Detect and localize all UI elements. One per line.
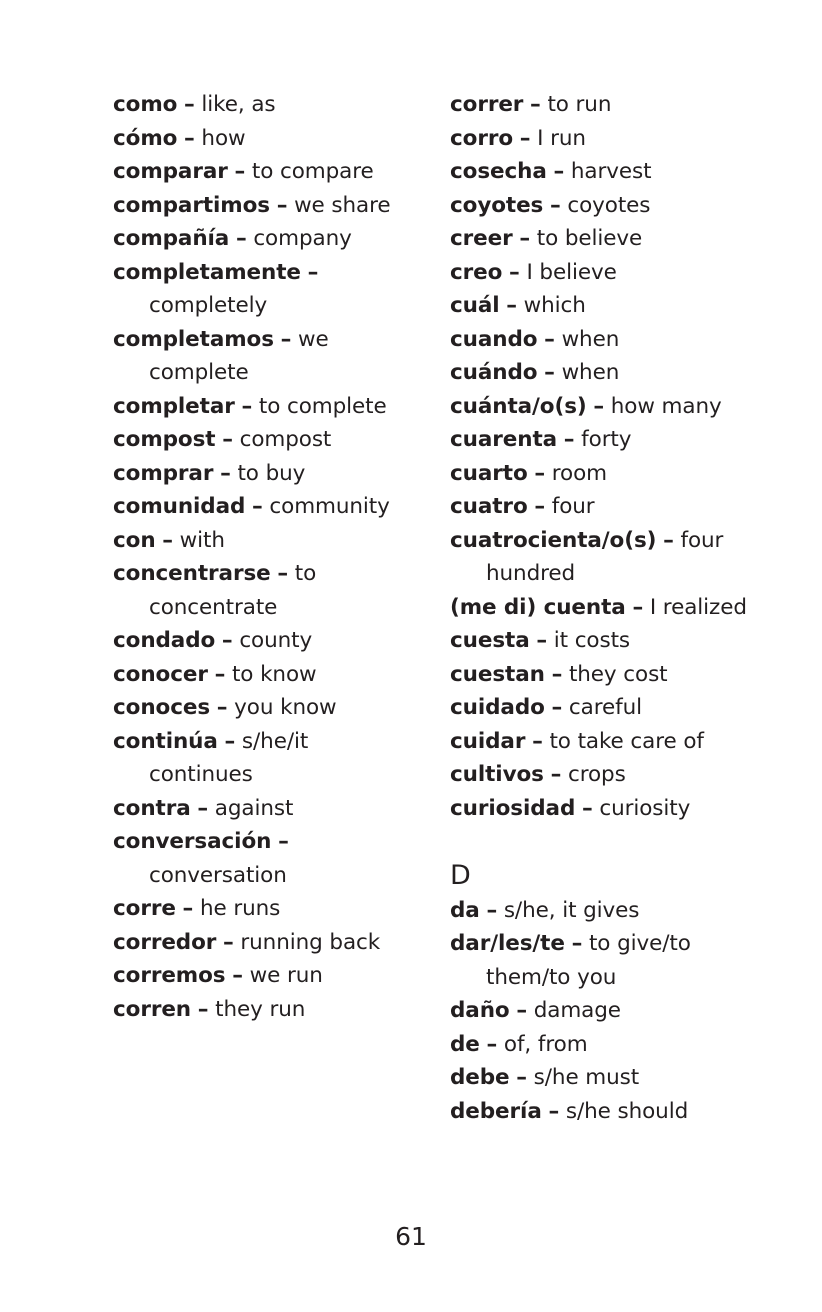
glossary-entry bbox=[450, 88, 750, 122]
entry-definition: to buy bbox=[237, 460, 306, 486]
entry-dash: – bbox=[536, 628, 548, 653]
entry-term: creer bbox=[450, 226, 513, 251]
glossary-entry bbox=[450, 390, 750, 424]
entry-definition: which bbox=[523, 293, 586, 318]
entry-dash: – bbox=[571, 931, 583, 956]
entry-term: corre bbox=[113, 896, 176, 921]
glossary-entry bbox=[450, 758, 750, 792]
glossary-entry bbox=[113, 993, 413, 1027]
glossary-column-left bbox=[113, 88, 413, 1128]
entry-dash: – bbox=[534, 494, 546, 519]
entry-term: cosecha bbox=[450, 159, 547, 184]
entry-term: cuarto bbox=[450, 460, 528, 486]
entry-definition: compost bbox=[239, 427, 332, 452]
glossary-entry bbox=[450, 927, 750, 994]
glossary-entry bbox=[113, 88, 413, 122]
glossary-entry bbox=[113, 725, 413, 792]
glossary-entry bbox=[450, 256, 750, 290]
entry-term: cuidado bbox=[450, 695, 545, 720]
entry-dash: – bbox=[519, 125, 531, 151]
entry-definition: to run bbox=[547, 92, 612, 117]
glossary-entry bbox=[450, 423, 750, 457]
entry-definition: I run bbox=[537, 125, 586, 151]
entry-dash: – bbox=[548, 1098, 560, 1124]
glossary-entry bbox=[450, 222, 750, 256]
entry-term: como bbox=[113, 92, 178, 117]
entry-term: corren bbox=[113, 996, 192, 1022]
entry-dash: – bbox=[632, 594, 644, 620]
entry-dash: – bbox=[516, 998, 527, 1023]
entry-definition: county bbox=[239, 628, 313, 653]
glossary-entry bbox=[113, 457, 413, 491]
entry-dash: – bbox=[223, 929, 234, 955]
entry-term: cuatrocienta/o(s) bbox=[450, 527, 657, 553]
glossary-columns bbox=[113, 88, 753, 1128]
entry-definition: when bbox=[561, 326, 620, 352]
entry-dash: – bbox=[581, 795, 593, 821]
entry-definition: he runs bbox=[199, 896, 281, 921]
entry-term: condado bbox=[113, 628, 216, 653]
entry-definition: of, from bbox=[503, 1031, 588, 1057]
entry-term: completamos bbox=[113, 326, 274, 352]
entry-definition: forty bbox=[581, 427, 632, 452]
glossary-entry bbox=[113, 524, 413, 558]
entry-dash: – bbox=[519, 226, 531, 251]
entry-definition: s/he/it continues bbox=[149, 728, 309, 787]
entry-definition: crops bbox=[567, 762, 626, 787]
glossary-entry bbox=[450, 1095, 750, 1129]
entry-dash: – bbox=[486, 897, 498, 923]
entry-term: conocer bbox=[113, 661, 208, 687]
glossary-entry bbox=[450, 792, 750, 826]
entry-definition: I realized bbox=[649, 594, 747, 620]
entry-term: cuesta bbox=[450, 628, 530, 653]
glossary-entry bbox=[450, 591, 750, 625]
glossary-entry bbox=[113, 825, 413, 892]
entry-term: coyotes bbox=[450, 192, 544, 218]
entry-dash: – bbox=[224, 728, 236, 754]
entry-term: conoces bbox=[113, 695, 211, 720]
entry-dash: – bbox=[280, 326, 292, 352]
entry-dash: – bbox=[663, 527, 674, 553]
entry-definition: like, as bbox=[201, 92, 276, 117]
entry-dash: – bbox=[544, 326, 555, 352]
entry-definition: four hundred bbox=[486, 527, 724, 586]
entry-definition: completely bbox=[149, 293, 268, 318]
entry-definition: s/he, it gives bbox=[503, 897, 640, 923]
entry-definition: community bbox=[269, 494, 390, 519]
entry-dash: – bbox=[197, 795, 209, 821]
entry-dash: – bbox=[516, 1065, 527, 1090]
entry-term: de bbox=[450, 1031, 480, 1057]
glossary-entry bbox=[450, 356, 750, 390]
glossary-entry bbox=[450, 289, 750, 323]
entry-term: cuál bbox=[450, 293, 500, 318]
entry-dash: – bbox=[563, 427, 575, 452]
glossary-entry bbox=[113, 792, 413, 826]
entry-definition: how bbox=[201, 125, 246, 151]
entry-term: conversación bbox=[113, 829, 272, 854]
entry-definition: to know bbox=[231, 661, 317, 687]
entry-dash: – bbox=[506, 293, 517, 318]
glossary-entry bbox=[113, 926, 413, 960]
glossary-entry bbox=[113, 256, 413, 323]
entry-definition: careful bbox=[568, 695, 642, 720]
entry-dash: – bbox=[553, 159, 565, 184]
entry-definition: you know bbox=[234, 695, 337, 720]
glossary-entry bbox=[113, 959, 413, 993]
section-letter-heading: D bbox=[450, 860, 471, 891]
entry-dash: – bbox=[182, 896, 194, 921]
entry-term: comparar bbox=[113, 159, 228, 184]
glossary-entry bbox=[113, 624, 413, 658]
glossary-entry bbox=[450, 323, 750, 357]
glossary-entry bbox=[450, 994, 750, 1028]
entry-dash: – bbox=[277, 561, 289, 586]
entry-term: corremos bbox=[113, 963, 226, 988]
entry-definition: room bbox=[551, 460, 607, 486]
entry-definition: we complete bbox=[149, 326, 329, 385]
entry-definition: s/he must bbox=[533, 1065, 640, 1090]
glossary-entry bbox=[450, 624, 750, 658]
entry-term: con bbox=[113, 527, 156, 553]
glossary-entry bbox=[450, 490, 750, 524]
entry-dash: – bbox=[551, 661, 563, 687]
entry-definition: they cost bbox=[568, 661, 668, 687]
entry-definition: how many bbox=[610, 393, 722, 419]
entry-term: cultivos bbox=[450, 762, 544, 787]
entry-dash: – bbox=[593, 393, 605, 419]
entry-term: da bbox=[450, 897, 480, 923]
glossary-entry bbox=[113, 658, 413, 692]
entry-definition: damage bbox=[533, 998, 621, 1023]
entry-term: cuatro bbox=[450, 494, 528, 519]
entry-term: cuarenta bbox=[450, 427, 558, 452]
entry-term: dar/les/te bbox=[450, 931, 565, 956]
entry-dash: – bbox=[241, 393, 253, 419]
glossary-entry bbox=[113, 691, 413, 725]
glossary-entry bbox=[113, 189, 413, 223]
entry-term: completamente bbox=[113, 259, 301, 285]
entry-dash: – bbox=[214, 661, 226, 687]
entry-definition: to complete bbox=[258, 393, 387, 419]
entry-term: cuando bbox=[450, 326, 538, 352]
entry-definition: we share bbox=[294, 192, 391, 218]
entry-definition: to believe bbox=[536, 226, 643, 251]
entry-term: comunidad bbox=[113, 494, 246, 519]
entry-definition: harvest bbox=[570, 159, 652, 184]
glossary-column-right bbox=[450, 88, 750, 1128]
entry-dash: – bbox=[509, 259, 520, 285]
entry-definition: we run bbox=[249, 963, 323, 988]
glossary-entry bbox=[450, 189, 750, 223]
entry-term: correr bbox=[450, 92, 524, 117]
entry-term: comprar bbox=[113, 460, 214, 486]
entry-term: concentrarse bbox=[113, 561, 271, 586]
entry-term: curiosidad bbox=[450, 795, 576, 821]
glossary-entry bbox=[113, 222, 413, 256]
entry-definition: with bbox=[179, 527, 225, 553]
glossary-entry bbox=[113, 490, 413, 524]
entry-definition: to compare bbox=[251, 159, 374, 184]
entry-term: daño bbox=[450, 998, 510, 1023]
entry-term: corredor bbox=[113, 929, 217, 955]
entry-dash: – bbox=[551, 695, 563, 720]
entry-term: debe bbox=[450, 1065, 510, 1090]
entry-term: (me di) cuenta bbox=[450, 594, 626, 620]
entry-definition: to concentrate bbox=[149, 561, 317, 620]
entry-definition: curiosity bbox=[599, 795, 691, 821]
glossary-entry bbox=[450, 155, 750, 189]
glossary-entry bbox=[113, 323, 413, 390]
entry-dash: – bbox=[276, 192, 288, 218]
glossary-entry bbox=[450, 658, 750, 692]
entry-dash: – bbox=[216, 695, 228, 720]
entry-definition: company bbox=[253, 226, 352, 251]
glossary-entry bbox=[450, 1028, 750, 1062]
entry-definition: against bbox=[214, 795, 294, 821]
entry-definition: four bbox=[551, 494, 595, 519]
entry-dash: – bbox=[252, 494, 263, 519]
entry-dash: – bbox=[550, 762, 562, 787]
entry-definition: running back bbox=[240, 929, 381, 955]
entry-term: cuándo bbox=[450, 360, 538, 385]
entry-term: cómo bbox=[113, 125, 178, 151]
entry-definition: s/he should bbox=[565, 1098, 689, 1124]
entry-definition: conversation bbox=[149, 862, 287, 888]
glossary-entry bbox=[450, 725, 750, 759]
entry-definition: they run bbox=[215, 996, 306, 1022]
entry-term: corro bbox=[450, 125, 513, 151]
glossary-entry bbox=[450, 457, 750, 491]
entry-dash: – bbox=[162, 527, 173, 553]
entry-term: creo bbox=[450, 259, 503, 285]
glossary-entry bbox=[450, 122, 750, 156]
glossary-entry bbox=[450, 894, 750, 928]
entry-dash: – bbox=[220, 460, 231, 486]
entry-definition: to take care of bbox=[549, 728, 704, 754]
entry-term: contra bbox=[113, 795, 191, 821]
entry-dash: – bbox=[222, 427, 233, 452]
entry-term: completar bbox=[113, 393, 235, 419]
entry-dash: – bbox=[235, 226, 247, 251]
entry-term: cuestan bbox=[450, 661, 545, 687]
entry-definition: when bbox=[561, 360, 620, 385]
entry-dash: – bbox=[278, 829, 289, 854]
glossary-entry bbox=[113, 155, 413, 189]
glossary-entry bbox=[113, 390, 413, 424]
entry-dash: – bbox=[184, 92, 195, 117]
glossary-entry bbox=[113, 122, 413, 156]
entry-dash: – bbox=[544, 360, 555, 385]
entry-definition: it costs bbox=[553, 628, 630, 653]
entry-dash: – bbox=[550, 192, 561, 218]
entry-dash: – bbox=[534, 460, 546, 486]
entry-definition: coyotes bbox=[567, 192, 651, 218]
entry-definition: to give/to them/to you bbox=[486, 931, 691, 990]
glossary-entry bbox=[113, 892, 413, 926]
entry-dash: – bbox=[197, 996, 209, 1022]
page-number: 61 bbox=[395, 1222, 427, 1251]
entry-dash: – bbox=[232, 963, 243, 988]
entry-term: compañía bbox=[113, 226, 230, 251]
glossary-entry bbox=[450, 524, 750, 591]
entry-dash: – bbox=[530, 92, 541, 117]
entry-term: continúa bbox=[113, 728, 218, 754]
entry-term: compost bbox=[113, 427, 216, 452]
entry-dash: – bbox=[307, 259, 319, 285]
glossary-entry bbox=[113, 557, 413, 624]
entry-dash: – bbox=[221, 628, 233, 653]
entry-definition: I believe bbox=[526, 259, 617, 285]
entry-term: cuánta/o(s) bbox=[450, 393, 587, 419]
entry-term: cuidar bbox=[450, 728, 526, 754]
entry-dash: – bbox=[486, 1031, 498, 1057]
entry-term: compartimos bbox=[113, 192, 270, 218]
entry-dash: – bbox=[234, 159, 246, 184]
entry-term: debería bbox=[450, 1098, 542, 1124]
glossary-entry bbox=[450, 1061, 750, 1095]
entry-dash: – bbox=[532, 728, 543, 754]
glossary-entry bbox=[450, 691, 750, 725]
entry-dash: – bbox=[184, 125, 195, 151]
glossary-entry bbox=[113, 423, 413, 457]
